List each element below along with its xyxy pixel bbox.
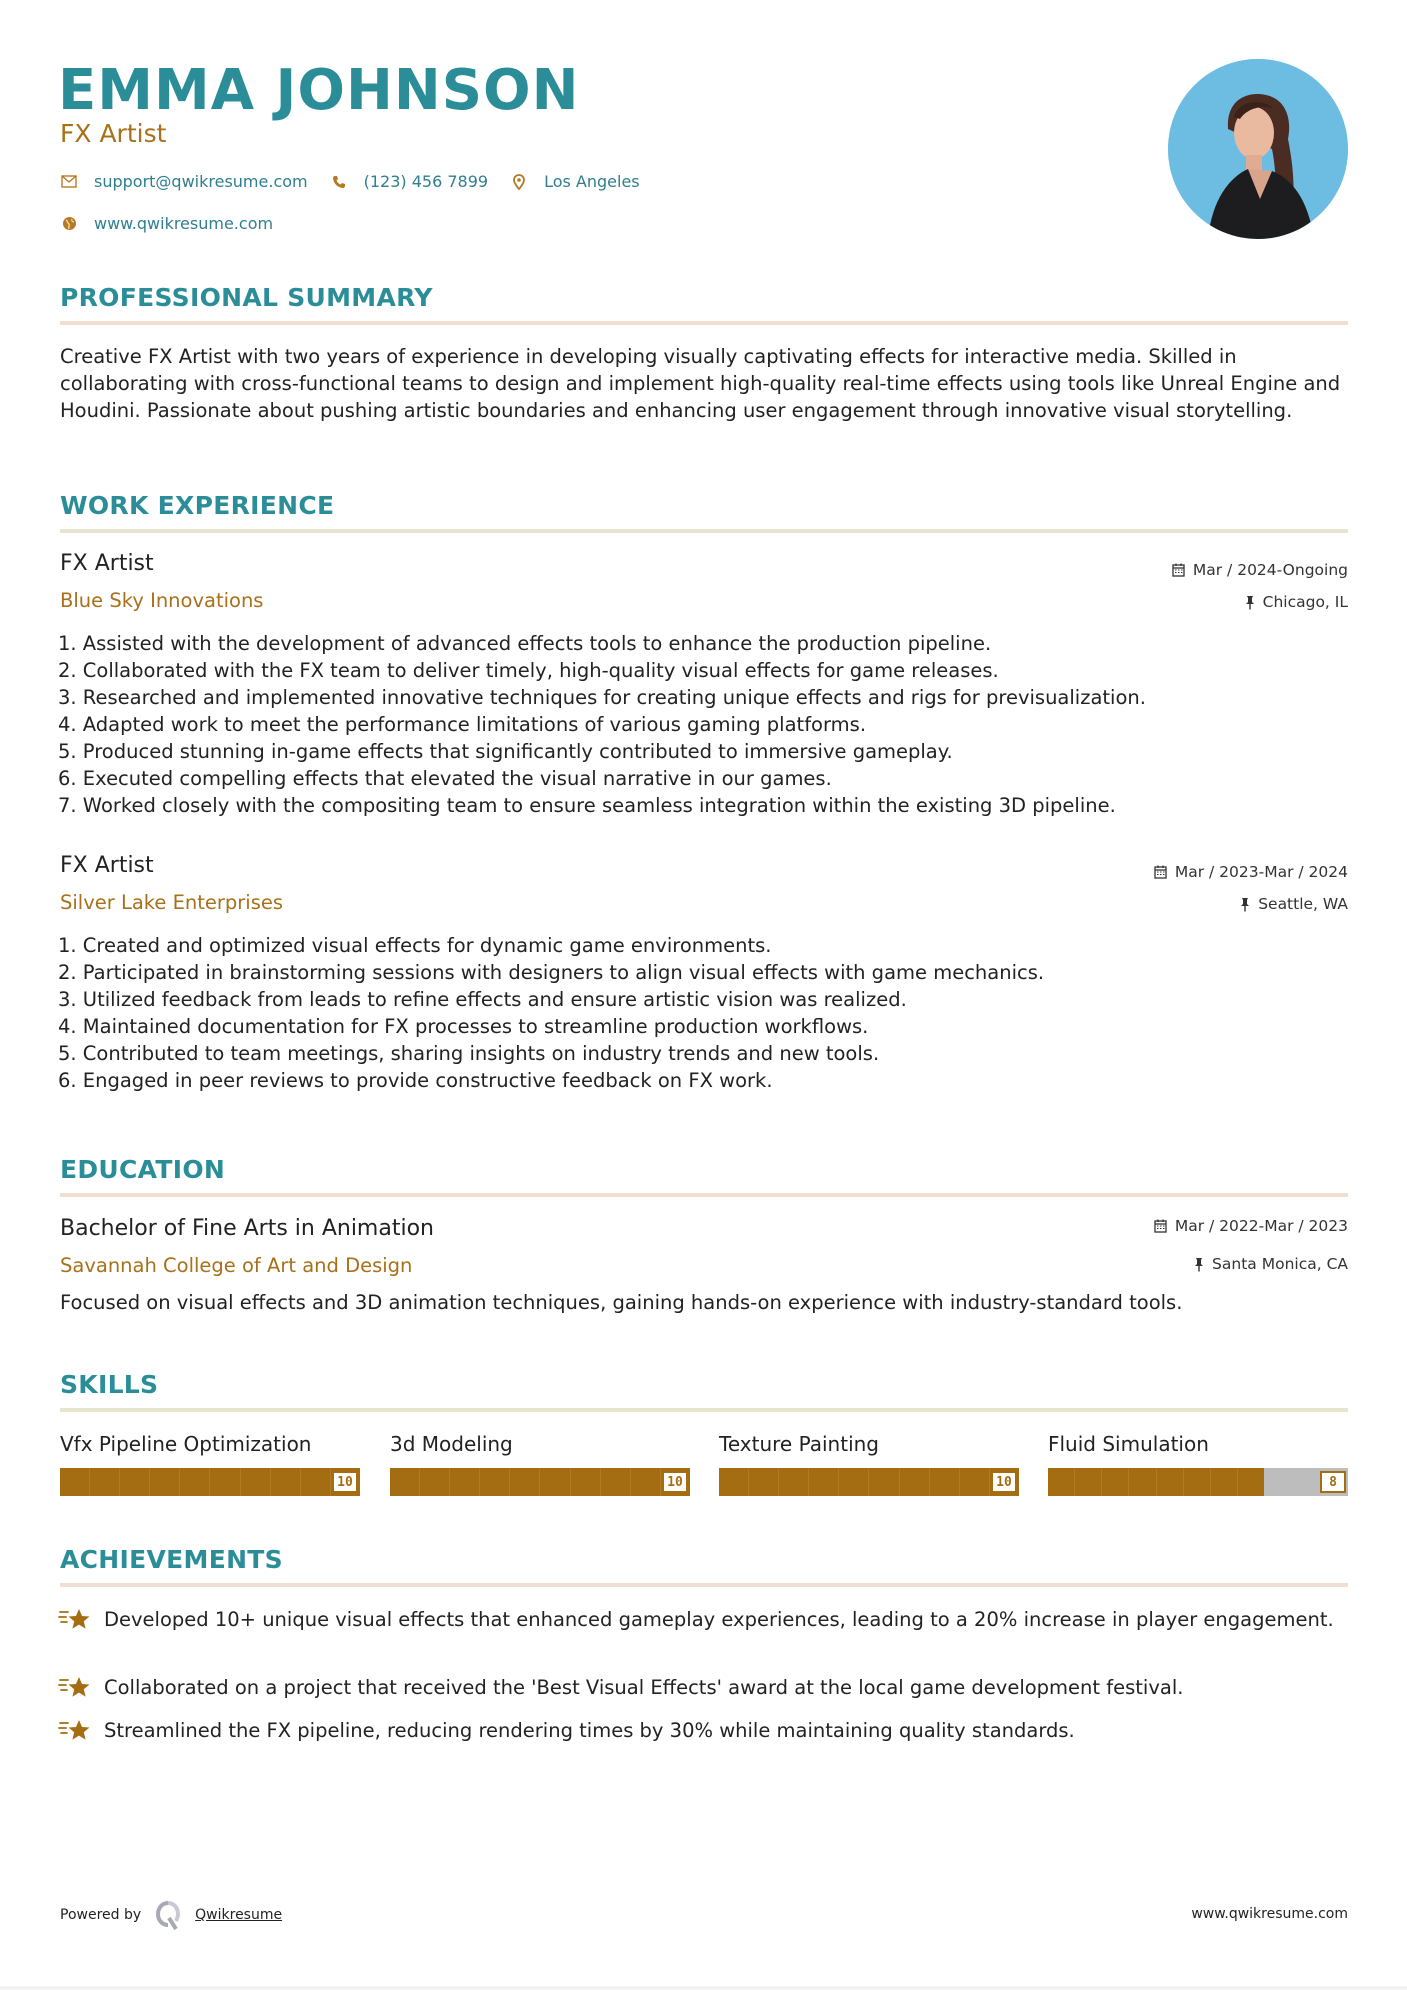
section-divider <box>60 529 1348 533</box>
calendar-icon <box>1154 1219 1167 1233</box>
page-bottom-edge <box>0 1986 1407 1990</box>
contact-row <box>60 172 662 191</box>
job-location <box>1245 592 1348 612</box>
contact-phone[interactable] <box>330 172 488 191</box>
skill-bar-fill <box>719 1468 1019 1496</box>
skill-bar <box>719 1468 1019 1496</box>
skill-bar-fill <box>1048 1468 1264 1496</box>
skill-item <box>719 1430 1019 1496</box>
section-divider <box>60 1583 1348 1587</box>
footer-website[interactable]: www.qwikresume.com <box>1191 1906 1348 1922</box>
skill-name: Vfx Pipeline Optimization <box>60 1432 312 1456</box>
education-section-title: EDUCATION <box>60 1155 226 1184</box>
skill-level-badge: 10 <box>332 1471 358 1493</box>
location-text: Santa Monica, CA <box>1212 1255 1348 1273</box>
skill-item <box>1048 1430 1348 1496</box>
dates-text: Mar / 2024-Ongoing <box>1192 561 1348 579</box>
skills-section-title: SKILLS <box>60 1370 159 1399</box>
shooting-star-icon <box>58 1606 92 1632</box>
phone-icon <box>330 173 348 191</box>
achievement-text: Collaborated on a project that received the 'Best Visual Effects' award at the local game development festival. <box>104 1676 1184 1699</box>
contact-row <box>60 214 295 233</box>
achievement-text: Developed 10+ unique visual effects that enhanced gameplay experiences, leading to a 20% increase in player engagement. <box>104 1608 1334 1631</box>
email-text[interactable]: support@qwikresume.com <box>94 172 308 191</box>
footer-powered-by <box>60 1900 282 1930</box>
school-name: Savannah College of Art and Design <box>60 1254 413 1277</box>
website-text[interactable]: www.qwikresume.com <box>94 214 274 233</box>
job-bullet: 7. Worked closely with the compositing team to ensure seamless integration within the existing 3D pipeline. <box>58 794 1116 817</box>
job-bullet: 5. Produced stunning in-game effects that significantly contributed to immersive gameplay. <box>58 740 953 763</box>
candidate-name: EMMA JOHNSON <box>58 58 580 123</box>
company-name: Silver Lake Enterprises <box>60 891 284 914</box>
summary-section-title: PROFESSIONAL SUMMARY <box>60 283 433 312</box>
portrait-illustration <box>1168 59 1348 239</box>
section-divider <box>60 1193 1348 1197</box>
skill-bar <box>60 1468 360 1496</box>
job-bullet: 5. Contributed to team meetings, sharing insights on industry trends and new tools. <box>58 1042 880 1065</box>
qwikresume-logo-icon <box>155 1900 181 1930</box>
powered-by-label: Powered by <box>60 1907 142 1923</box>
job-bullets <box>58 932 1348 1094</box>
summary-text: Creative FX Artist with two years of experience in developing visually captivating effects for interactive media. Skilled in collaborating with cross-functional teams to design and implement high-quality real-time effects using tools like Unreal Engine and Houdini. Passionate about pushing artistic boundaries and enhancing user engagement through innovative visual storytelling. <box>60 345 1341 422</box>
education-location <box>1194 1254 1348 1274</box>
job-bullet: 4. Adapted work to meet the performance limitations of various gaming platforms. <box>58 713 867 736</box>
calendar-icon <box>1154 865 1167 879</box>
map-pin-icon <box>510 173 528 191</box>
job-bullet: 6. Executed compelling effects that elevated the visual narrative in our games. <box>58 767 832 790</box>
skill-item <box>60 1430 360 1496</box>
achievement-item <box>58 1674 1348 1701</box>
shooting-star-icon <box>58 1674 92 1700</box>
skill-name: Texture Painting <box>719 1432 879 1456</box>
achievement-item <box>58 1606 1348 1633</box>
skill-bar-fill <box>390 1468 690 1496</box>
job-location <box>1240 894 1348 914</box>
job-dates <box>1154 862 1348 882</box>
job-bullet: 2. Participated in brainstorming sessions with designers to align visual effects with game mechanics. <box>58 961 1045 984</box>
job-dates <box>1172 560 1348 580</box>
contact-website[interactable] <box>60 214 273 233</box>
profile-photo <box>1168 59 1348 239</box>
dates-text: Mar / 2022-Mar / 2023 <box>1174 1217 1348 1235</box>
skill-level-badge: 8 <box>1320 1471 1346 1493</box>
skill-level-badge: 10 <box>662 1471 688 1493</box>
skill-level-badge: 10 <box>991 1471 1017 1493</box>
job-title: FX Artist <box>60 551 154 576</box>
job-bullet: 3. Researched and implemented innovative techniques for creating unique effects and rigs for previsualization. <box>58 686 1146 709</box>
section-divider <box>60 321 1348 325</box>
dates-text: Mar / 2023-Mar / 2024 <box>1174 863 1348 881</box>
phone-text[interactable]: (123) 456 7899 <box>363 172 489 191</box>
skill-bar <box>1048 1468 1348 1496</box>
section-divider <box>60 1408 1348 1412</box>
qwikresume-link[interactable]: Qwikresume <box>195 1907 283 1923</box>
globe-icon <box>60 215 78 233</box>
skill-name: 3d Modeling <box>390 1432 513 1456</box>
education-dates <box>1154 1216 1348 1236</box>
job-bullets <box>58 630 1348 819</box>
shooting-star-icon <box>58 1717 92 1743</box>
achievements-section-title: ACHIEVEMENTS <box>60 1545 283 1574</box>
job-title: FX Artist <box>60 853 154 878</box>
pushpin-icon <box>1240 897 1250 912</box>
job-bullet: 6. Engaged in peer reviews to provide constructive feedback on FX work. <box>58 1069 773 1092</box>
achievement-item <box>58 1717 1348 1744</box>
experience-section-title: WORK EXPERIENCE <box>60 491 335 520</box>
candidate-role: FX Artist <box>60 119 167 148</box>
education-description: Focused on visual effects and 3D animation techniques, gaining hands-on experience with industry-standard tools. <box>60 1291 1183 1314</box>
company-name: Blue Sky Innovations <box>60 589 264 612</box>
contact-location <box>510 172 640 191</box>
contact-email[interactable] <box>60 172 308 191</box>
calendar-icon <box>1172 563 1185 577</box>
job-bullet: 1. Created and optimized visual effects for dynamic game environments. <box>58 934 772 957</box>
skill-bar <box>390 1468 690 1496</box>
pushpin-icon <box>1194 1257 1204 1272</box>
location-text: Chicago, IL <box>1262 593 1348 611</box>
achievement-text: Streamlined the FX pipeline, reducing rendering times by 30% while maintaining quality standards. <box>104 1719 1075 1742</box>
location-text: Los Angeles <box>544 172 640 191</box>
job-bullet: 3. Utilized feedback from leads to refine effects and ensure artistic vision was realized. <box>58 988 907 1011</box>
envelope-icon <box>60 173 78 191</box>
skill-item <box>390 1430 690 1496</box>
skill-name: Fluid Simulation <box>1048 1432 1209 1456</box>
skill-bar-fill <box>60 1468 360 1496</box>
degree-title: Bachelor of Fine Arts in Animation <box>60 1216 434 1241</box>
job-bullet: 1. Assisted with the development of advanced effects tools to enhance the production pipeline. <box>58 632 992 655</box>
pushpin-icon <box>1245 595 1255 610</box>
job-bullet: 4. Maintained documentation for FX processes to streamline production workflows. <box>58 1015 869 1038</box>
job-bullet: 2. Collaborated with the FX team to deliver timely, high-quality visual effects for game releases. <box>58 659 999 682</box>
location-text: Seattle, WA <box>1258 895 1348 913</box>
